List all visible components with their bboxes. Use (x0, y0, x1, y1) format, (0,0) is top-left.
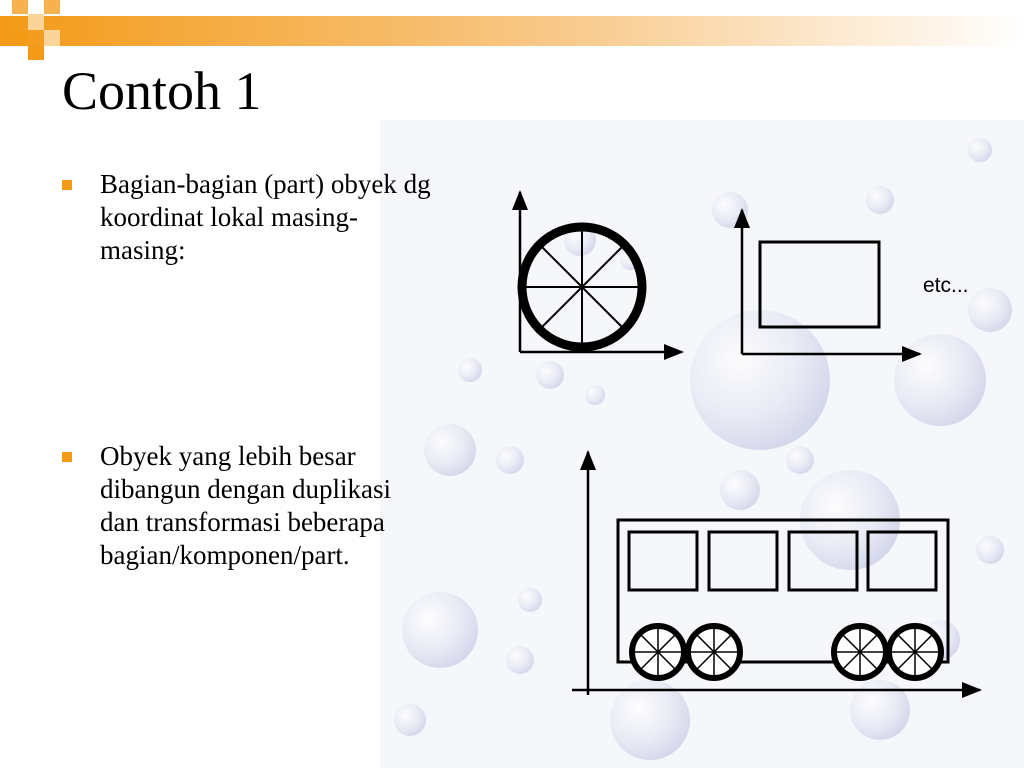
bus-assembly (572, 452, 980, 695)
window-part (742, 210, 920, 354)
slide-title: Contoh 1 (62, 61, 262, 121)
bus-wheel-icon (889, 626, 941, 678)
etc-label: etc... (923, 274, 969, 297)
window-rectangle (760, 242, 879, 327)
wheel-part (520, 192, 682, 352)
bullet-text-2: Obyek yang lebih besar dibangun dengan duplikasi dan transformasi beberapa bagian/komponen/part. (100, 441, 391, 570)
bus-wheel-icon (834, 626, 886, 678)
bus-wheel-icon (688, 626, 740, 678)
wheel-icon (522, 227, 642, 347)
bus-wheel-icon (632, 626, 684, 678)
bus-window (709, 532, 777, 590)
bus-window (789, 532, 857, 590)
bus-window (868, 532, 936, 590)
bus-window (629, 532, 697, 590)
bullet-text-1: Bagian-bagian (part) obyek dg koordinat lokal masing- masing: (100, 169, 431, 265)
